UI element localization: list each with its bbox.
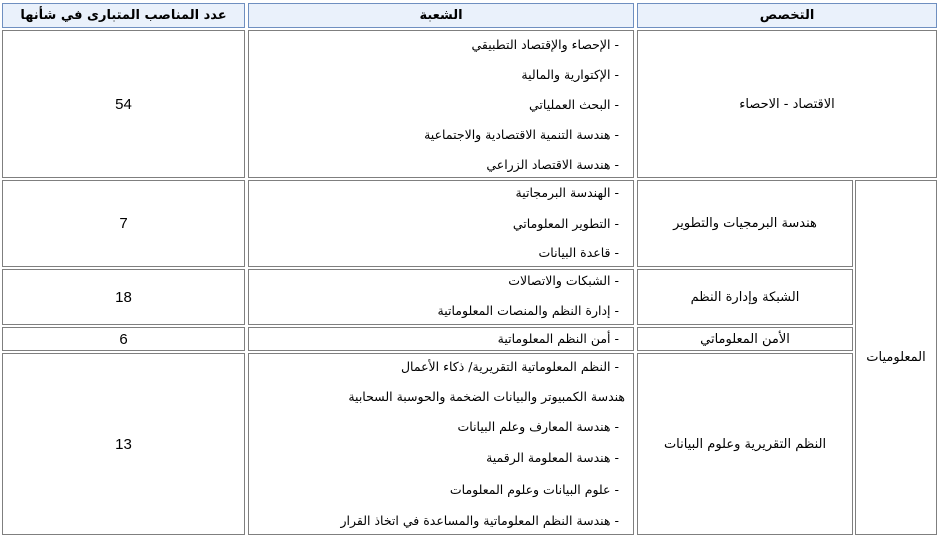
branch-item: - الهندسة البرمجاتية [515,185,619,200]
count-cell-2 [2,180,245,267]
header-branch [248,3,634,28]
specialty-cell-3 [637,269,853,325]
header-specialty-label: التخصص [759,8,815,23]
branch-cell-3 [248,269,634,325]
count-cell-4 [2,327,245,351]
count-value: 13 [115,435,132,453]
header-branch-label: الشعبة [419,8,463,23]
branch-cell-5 [248,353,634,535]
branch-cell-1 [248,30,634,178]
branch-item: - علوم البيانات وعلوم المعلومات [449,482,619,497]
specialty-label: النظم التقريرية وعلوم البيانات [663,436,827,452]
specialty-label: الشبكة وإدارة النظم [690,289,800,305]
count-value: 18 [115,288,132,306]
branch-item: - هندسة الاقتصاد الزراعي [486,157,619,172]
domain-label: المعلوميات [866,350,926,365]
specialty-cell-2 [637,180,853,267]
branch-item: - التطوير المعلوماتي [512,216,619,231]
branch-item: - النظم المعلوماتية التقريرية/ ذكاء الأعمال [400,359,619,374]
branch-item: - الإكتوارية والمالية [521,67,619,82]
domain-cell [855,180,937,535]
count-cell-5 [2,353,245,535]
count-value: 54 [115,95,132,113]
count-value: 7 [119,215,128,232]
branch-item: - الشبكات والاتصالات [508,273,619,288]
count-cell-3 [2,269,245,325]
count-value: 6 [119,330,128,348]
branch-item: - إدارة النظم والمنصات المعلوماتية [437,303,619,318]
specialty-label: الأمن المعلوماتي [700,331,790,347]
branch-item: - الإحصاء والإقتصاد التطبيقي [471,37,619,52]
branch-item: - هندسة المعلومة الرقمية [486,450,619,465]
header-specialty [637,3,937,28]
branch-item: هندسة الكمبيوتر والبيانات الضخمة والحوسبة السحابية [348,389,625,404]
header-positions [2,3,245,28]
branch-cell-2 [248,180,634,267]
specialty-label: الاقتصاد - الاحصاء [739,96,835,112]
specialty-cell-1 [637,30,937,178]
branch-item: - هندسة التنمية الاقتصادية والاجتماعية [424,127,619,142]
specialty-cell-4 [637,327,853,351]
branch-cell-4 [248,327,634,351]
branch-item: - هندسة النظم المعلوماتية والمساعدة في اتخاذ القرار [340,513,619,528]
specialty-label: هندسة البرمجيات والتطوير [673,216,817,231]
branch-item: - البحث العملياتي [528,97,619,112]
count-cell-1 [2,30,245,178]
branch-item: - أمن النظم المعلوماتية [497,331,619,346]
branch-item: - قاعدة البيانات [538,245,619,260]
header-positions-label: عدد المناصب المتبارى في شأنها [20,8,227,23]
specialty-cell-5 [637,353,853,535]
branch-item: - هندسة المعارف وعلم البيانات [457,419,619,434]
